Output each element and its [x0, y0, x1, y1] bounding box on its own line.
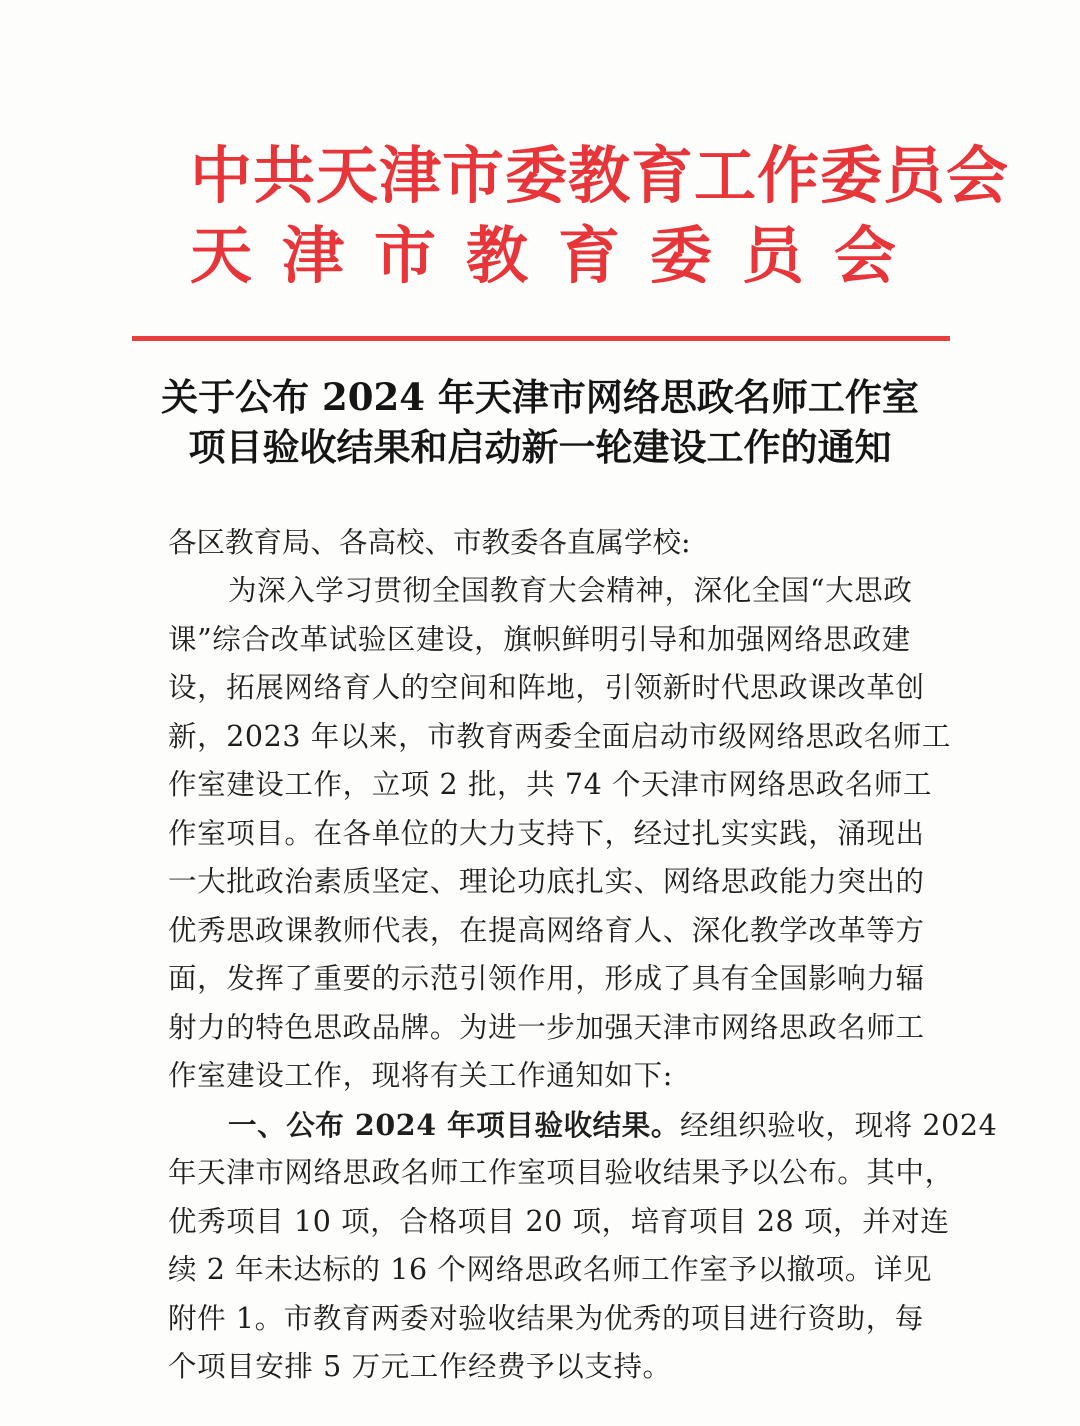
masthead-char: 委 — [649, 219, 712, 292]
section-1-line: 续 2 年未达标的 16 个网络思政名师工作室予以撤项。详见 — [168, 1253, 933, 1286]
paragraph-line: 新，2023 年以来，市教育两委全面启动市级网络思政名师工 — [168, 719, 951, 753]
paragraph-line: 射力的特色思政品牌。为进一步加强天津市网络思政名师工 — [168, 1010, 925, 1044]
masthead-char: 天 — [190, 219, 253, 292]
section-1-heading: 一、公布 2024 年项目验收结果。 — [228, 1107, 680, 1142]
red-divider-line — [132, 336, 950, 341]
masthead-char: 市 — [373, 219, 436, 292]
paragraph-line: 为深入学习贯彻全国教育大会精神，深化全国“大思政 — [228, 574, 913, 607]
section-1-line: 附件 1。市教育两委对验收结果为优秀的项目进行资助，每 — [168, 1301, 924, 1335]
section-1-first-line — [168, 1101, 997, 1150]
paragraph-line: 作室建设工作，立项 2 批，共 74 个天津市网络思政名师工 — [168, 768, 933, 801]
section-1-first-line-text: 经组织验收，现将 2024 — [679, 1108, 998, 1142]
masthead-char: 员 — [741, 219, 804, 292]
masthead-line-1: 中共天津市委教育工作委员会 — [190, 139, 1010, 212]
paragraph-line: 作室建设工作，现将有关工作通知如下: — [168, 1059, 673, 1092]
masthead-char: 育 — [557, 219, 620, 292]
paragraph-line: 设，拓展网络育人的空间和阵地，引领新时代思政课改革创 — [168, 671, 925, 704]
document-title-line-2: 项目验收结果和启动新一轮建设工作的通知 — [188, 425, 892, 469]
body-paragraphs — [168, 567, 998, 1387]
paragraph-line: 面，发挥了重要的示范引领作用，形成了具有全国影响力辐 — [168, 962, 925, 995]
section-1-line: 个项目安排 5 万元工作经费予以支持。 — [168, 1350, 672, 1383]
masthead-char: 教 — [465, 219, 528, 292]
paragraph-line: 一大批政治素质坚定、理论功底扎实、网络思政能力突出的 — [168, 865, 925, 898]
paragraph-line: 作室项目。在各单位的大力支持下，经过扎实实践，涌现出 — [168, 816, 925, 850]
section-1-line: 优秀项目 10 项，合格项目 20 项，培育项目 28 项，并对连 — [168, 1204, 950, 1238]
masthead-char: 津 — [281, 219, 344, 292]
masthead-line-2 — [190, 218, 896, 294]
masthead-char: 会 — [833, 219, 896, 292]
paragraph-line: 优秀思政课教师代表，在提高网络育人、深化教学改革等方 — [168, 913, 925, 947]
section-1-line: 年天津市网络思政名师工作室项目验收结果予以公布。其中， — [168, 1156, 954, 1189]
paragraph-line: 课”综合改革试验区建设，旗帜鲜明引导和加强网络思政建 — [168, 622, 911, 656]
document-title-line-1: 关于公布 2024 年天津市网络思政名师工作室 — [161, 375, 919, 419]
salutation: 各区教育局、各高校、市教委各直属学校: — [168, 526, 691, 559]
